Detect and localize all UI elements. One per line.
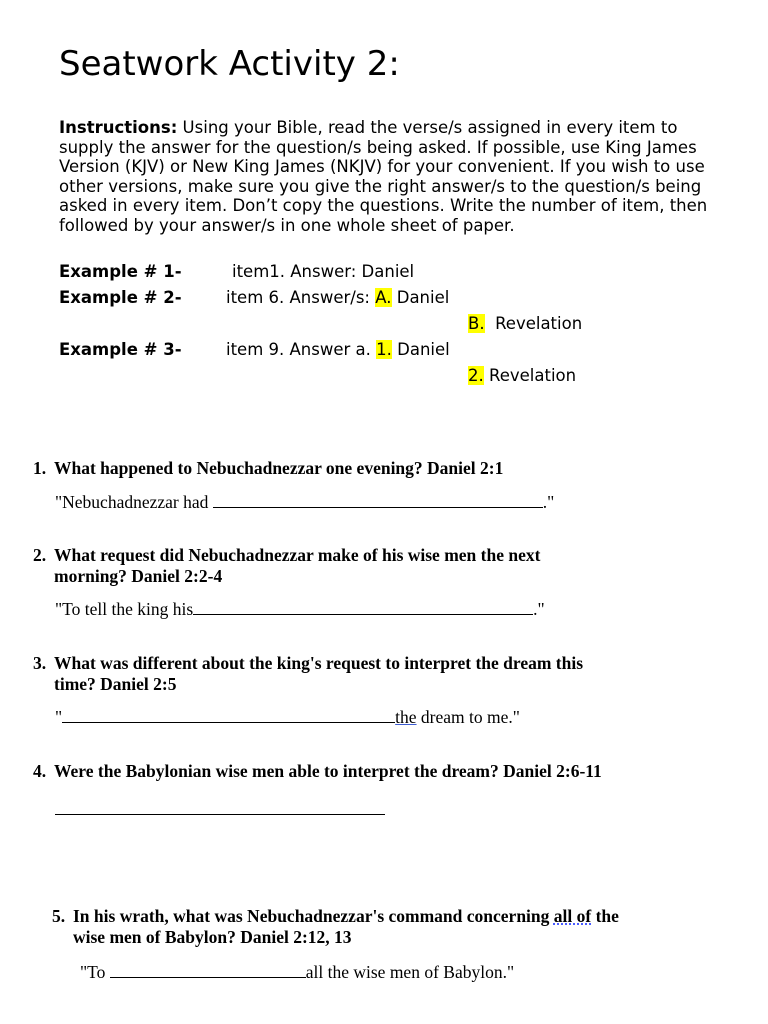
question-3-number: 3. [33, 653, 47, 673]
question-4 [33, 761, 723, 782]
answer-4 [55, 798, 385, 820]
example-2 [59, 288, 659, 332]
instructions-text: Using your Bible, read the verse/s assigned in every item to supply the answer for the question/s being asked. If possible, use King James Version (KJV) or New King James (NKJV) for your convenient. If you wish to use other versions, make sure you give the right answer/s to the question/s being asked in every item. Don’t copy the questions. Write the number of item, then followed by your answer/s in one whole sheet of paper. [59, 118, 708, 235]
example-2-highlight-b: B. [468, 314, 485, 333]
question-5-number: 5. [52, 906, 66, 926]
example-3 [59, 340, 659, 384]
answer-5: "To all the wise men of Babylon." [80, 962, 515, 982]
example-2-subanswer: B. Revelation [468, 314, 583, 333]
question-5-text-line1: In his wrath, what was Nebuchadnezzar's command concerning all of the [73, 906, 619, 926]
question-3-text-line1: What was different about the king's request to interpret the dream this [54, 653, 584, 673]
question-2-text-line1: What request did Nebuchadnezzar make of his wise men the next [54, 545, 541, 565]
answer-1: "Nebuchadnezzar had ." [55, 492, 555, 512]
answer-4-blank [55, 798, 385, 815]
question-2-number: 2. [33, 545, 47, 565]
example-2-text: item 6. Answer/s: A. Daniel [226, 288, 450, 307]
example-1-text: item1. Answer: Daniel [232, 262, 415, 281]
question-5 [52, 906, 742, 948]
instructions-label: Instructions: [59, 118, 178, 137]
instructions-paragraph [59, 118, 709, 235]
example-1-label: Example # 1- [59, 262, 182, 281]
question-5-text-line2: wise men of Babylon? Daniel 2:12, 13 [73, 927, 352, 947]
question-1-text: What happened to Nebuchadnezzar one evening? Daniel 2:1 [54, 458, 504, 478]
example-3-text: item 9. Answer a. 1. Daniel [226, 340, 450, 359]
question-1-number: 1. [33, 458, 47, 478]
example-3-subanswer: 2. Revelation [468, 366, 577, 385]
answer-2: "To tell the king his ." [55, 599, 545, 619]
page-title: Seatwork Activity 2: [59, 44, 400, 84]
answer-3-blank [62, 706, 395, 723]
question-1 [33, 458, 723, 479]
answer-3: " the dream to me." [55, 707, 520, 727]
example-3-highlight-2: 2. [468, 366, 484, 385]
example-2-highlight-a: A. [375, 288, 392, 307]
example-2-label: Example # 2- [59, 288, 182, 307]
answer-2-blank [193, 598, 533, 615]
question-3 [33, 653, 723, 695]
answer-5-blank [110, 961, 306, 978]
answer-3-link-the: the [395, 707, 417, 727]
example-3-highlight-1: 1. [376, 340, 392, 359]
answer-1-blank [213, 491, 543, 508]
question-5-squiggle: all of [553, 906, 592, 926]
question-4-number: 4. [33, 761, 47, 781]
question-4-text: Were the Babylonian wise men able to interpret the dream? Daniel 2:6-11 [54, 761, 602, 781]
question-2-text-line2: morning? Daniel 2:2-4 [54, 566, 223, 586]
example-3-label: Example # 3- [59, 340, 182, 359]
question-3-text-line2: time? Daniel 2:5 [54, 674, 177, 694]
question-2 [33, 545, 723, 587]
